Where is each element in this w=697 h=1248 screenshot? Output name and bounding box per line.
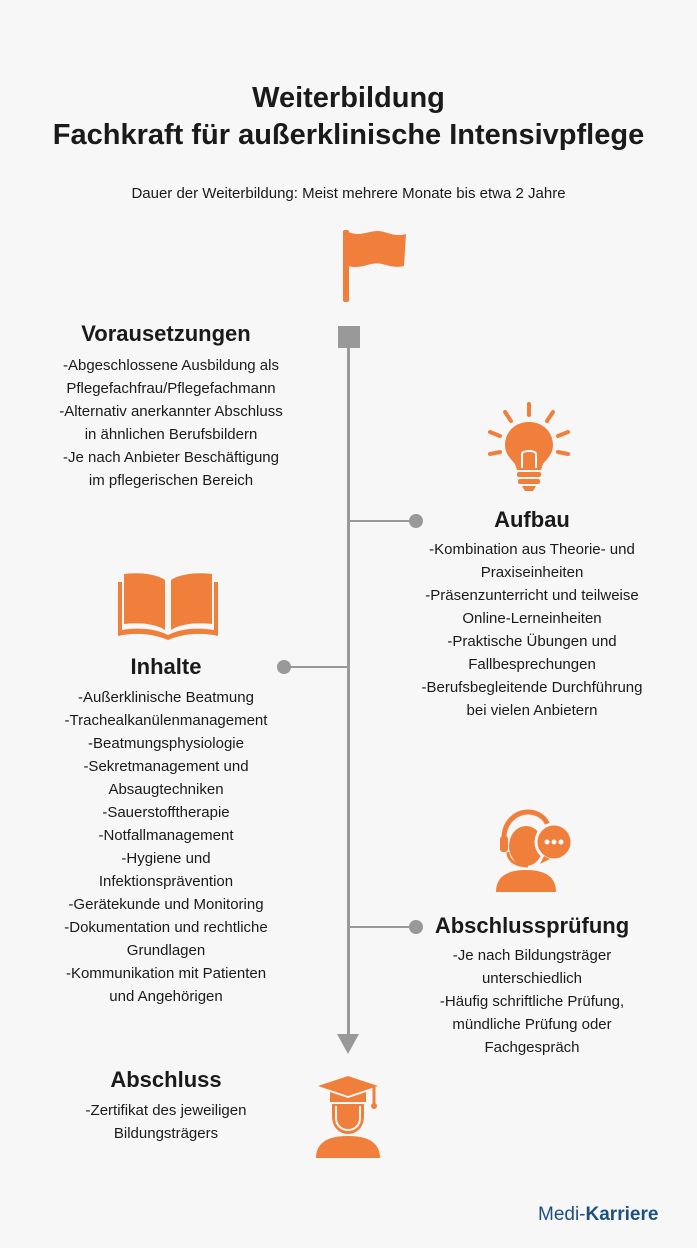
heading-voraussetzungen: Vorausetzungen: [81, 321, 251, 346]
list-item: Grundlagen: [126, 942, 206, 959]
list-item: Fallbesprechungen: [468, 656, 596, 673]
timeline-line: [347, 346, 350, 1036]
list-item: -Je nach Anbieter Beschäftigung: [63, 449, 279, 466]
connector-aufbau: [349, 520, 417, 522]
graduate-icon: [312, 1074, 384, 1158]
list-item: in ähnlichen Berufsbildern: [84, 426, 258, 443]
list-item: -Alternativ anerkannter Abschluss: [59, 403, 283, 420]
list-item: -Sauerstofftherapie: [102, 804, 230, 821]
heading-abschlusspruefung: Abschlussprüfung: [434, 913, 630, 938]
timeline-start-marker: [338, 326, 360, 348]
list-item: unterschiedlich: [481, 970, 583, 987]
list-item: im pflegerischen Bereich: [88, 472, 254, 489]
list-item: -Gerätekunde und Monitoring: [68, 896, 264, 913]
list-item: und Angehörigen: [109, 988, 223, 1005]
heading-aufbau: Aufbau: [494, 507, 570, 532]
list-item: -Abgeschlossene Ausbildung als: [63, 357, 279, 374]
list-item: Online-Lerneinheiten: [462, 610, 602, 627]
list-item: -Praktische Übungen und: [447, 633, 617, 650]
list-abschluss: [21, 1099, 311, 1145]
list-item: Praxiseinheiten: [480, 564, 584, 581]
list-item: -Notfallmanagement: [98, 827, 234, 844]
list-item: Bildungsträgers: [113, 1125, 219, 1142]
brand-logo: [538, 1203, 658, 1227]
list-item: mündliche Prüfung oder: [452, 1016, 612, 1033]
list-item: -Präsenzunterricht und teilweise: [425, 587, 639, 604]
lightbulb-icon: [487, 402, 571, 492]
list-inhalte: [21, 686, 311, 1008]
list-item: -Beatmungsphysiologie: [88, 735, 244, 752]
book-icon: [116, 572, 220, 642]
logo-part-1: Medi-: [538, 1204, 586, 1225]
list-item: -Zertifikat des jeweiligen: [85, 1102, 247, 1119]
list-item: Absaugtechniken: [108, 781, 224, 798]
list-item: -Je nach Bildungsträger: [452, 947, 612, 964]
list-item: -Dokumentation und rechtliche: [64, 919, 268, 936]
list-item: -Berufsbegleitende Durchführung: [421, 679, 643, 696]
list-item: -Außerklinische Beatmung: [78, 689, 254, 706]
heading-inhalte: Inhalte: [130, 654, 202, 679]
list-item: Fachgespräch: [484, 1039, 580, 1056]
list-item: -Häufig schriftliche Prüfung,: [439, 993, 625, 1010]
flag-icon: [338, 228, 408, 304]
connector-abschlusspruefung: [349, 926, 417, 928]
list-item: -Kombination aus Theorie- und: [429, 541, 635, 558]
list-item: bei vielen Anbietern: [466, 702, 598, 719]
timeline-arrow: [337, 1034, 359, 1054]
connector-inhalte: [285, 666, 348, 668]
consultant-icon: [494, 808, 574, 892]
page-title: [0, 80, 697, 154]
heading-abschluss: Abschluss: [110, 1067, 222, 1092]
title-line-2: Fachkraft für außerklinische Intensivpflege: [52, 119, 645, 151]
list-item: Pflegefachfrau/Pflegefachmann: [66, 380, 276, 397]
list-voraussetzungen: [26, 354, 316, 492]
list-item: -Trachealkanülenmanagement: [64, 712, 268, 729]
list-abschlusspruefung: [387, 944, 677, 1059]
list-item: -Hygiene und: [121, 850, 211, 867]
list-item: -Kommunikation mit Patienten: [65, 965, 267, 982]
list-aufbau: [387, 538, 677, 722]
list-item: -Sekretmanagement und: [83, 758, 249, 775]
subtitle: Dauer der Weiterbildung: Meist mehrere Monate bis etwa 2 Jahre: [131, 185, 566, 202]
list-item: Infektionsprävention: [98, 873, 234, 890]
title-line-1: Weiterbildung: [252, 82, 445, 114]
logo-part-2: Karriere: [585, 1204, 659, 1225]
